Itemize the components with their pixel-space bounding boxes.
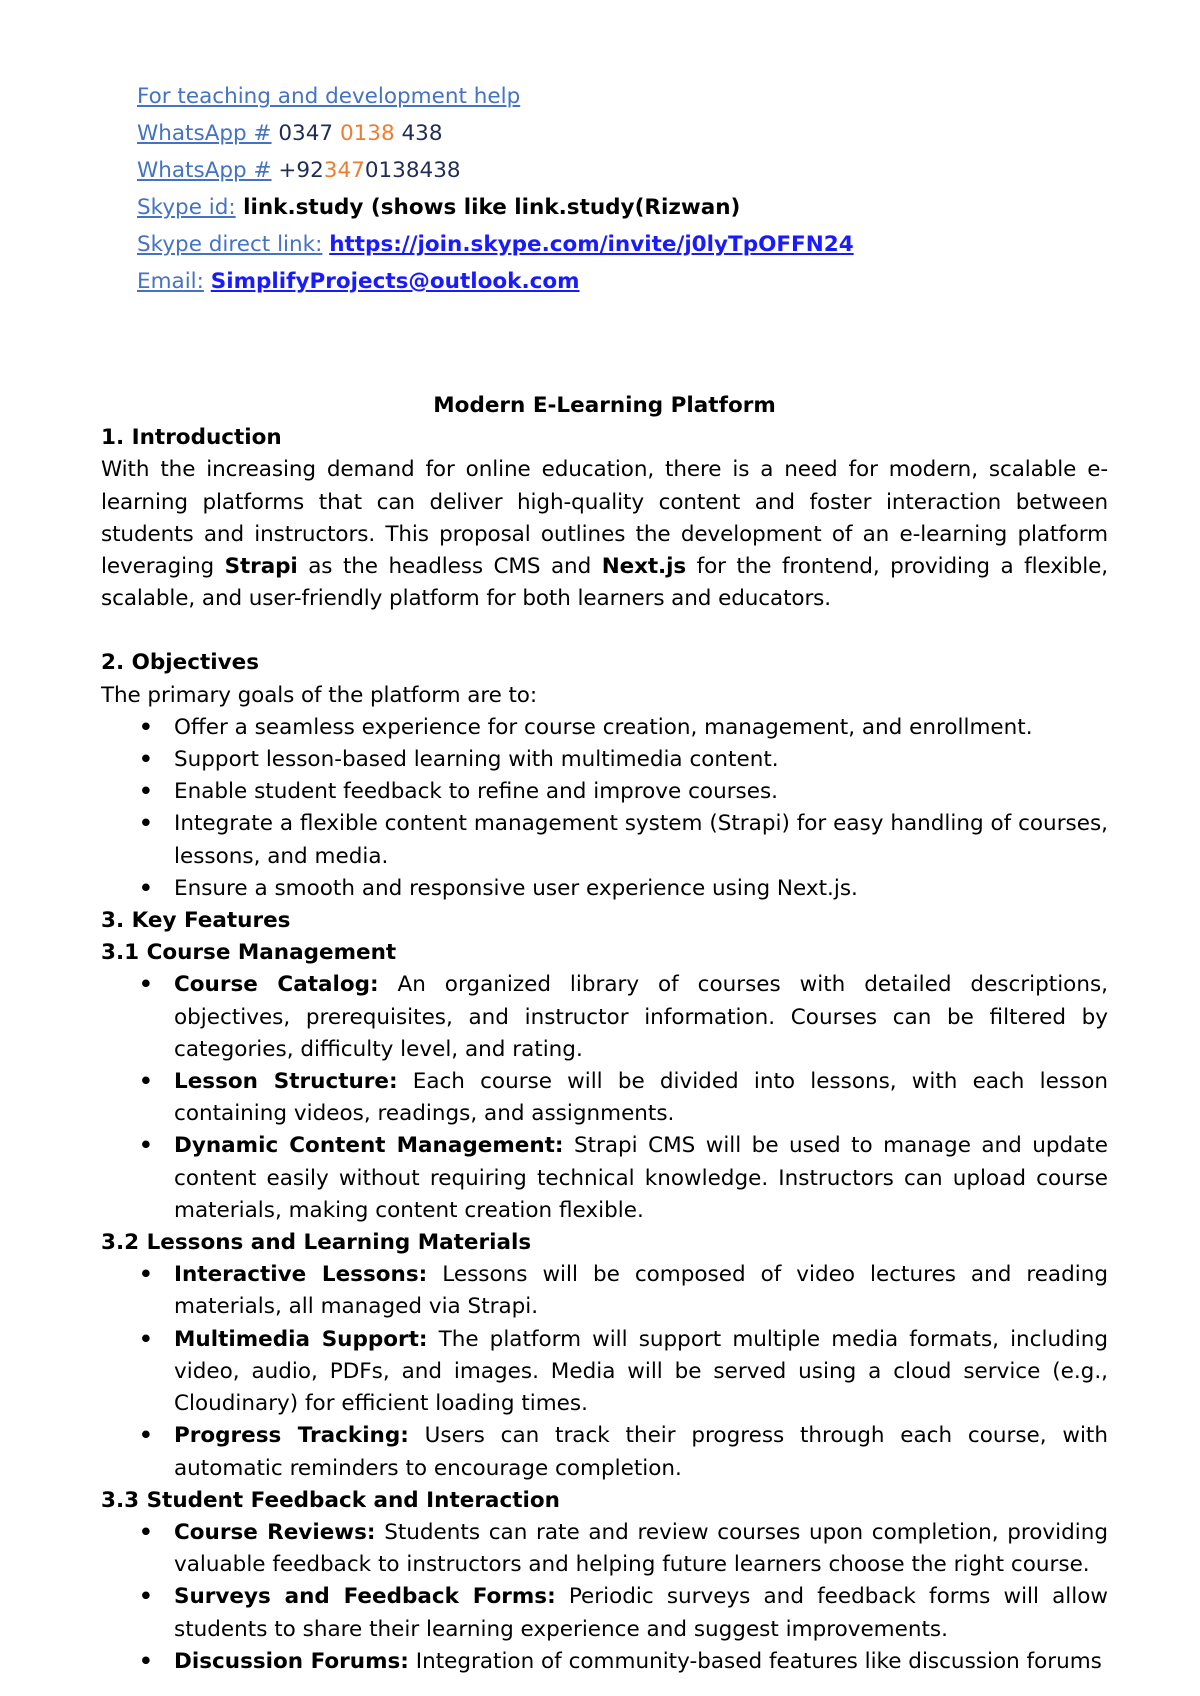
spacer [101,615,1108,647]
subsection-heading-course-management: 3.1 Course Management [101,940,397,966]
whatsapp-number-part: 0347 [271,121,340,146]
list-item [101,1066,1108,1130]
list-item-term: Discussion Forums: [174,1648,409,1674]
intro-nextjs: Next.js [601,554,687,580]
list-item-text: Students can rate and review courses upon completion, providing valuable feedback to instructors and helping future learners choose the right course. [174,1519,1108,1578]
list-item [101,808,1108,872]
bullet-icon: • [139,1326,153,1352]
list-item-term: Surveys and Feedback Forms: [174,1584,556,1610]
intro-text: for the frontend, providing a flexible, scalable, and user-friendly platform for both learners and educators. [101,554,1109,612]
list-item-text: Lessons will be composed of video lectures and reading materials, all managed via Strapi. [174,1262,1108,1320]
list-item-text: The platform will support multiple media formats, including video, audio, PDFs, and images. Media will be served using a cloud service (e.g., Cloudinary) for efficient loading times. [174,1326,1109,1417]
email-line [137,263,1117,300]
section-heading-objectives: 2. Objectives [101,650,260,676]
subsection-heading-feedback: 3.3 Student Feedback and Interaction [101,1487,560,1513]
list-item-text: Each course will be divided into lessons, with each lesson containing videos, readings, and assignments. [174,1069,1108,1127]
skype-link-line [137,226,1117,263]
list-item [101,1130,1108,1227]
whatsapp-number-highlight: 347 [323,158,365,183]
list-item-text: Ensure a smooth and responsive user experience using Next.js. [174,875,858,901]
bullet-icon: • [139,747,153,773]
list-item [101,744,1108,776]
email-link[interactable]: SimplifyProjects@outlook.com [210,269,580,294]
lessons-list [101,1259,1108,1484]
list-item-text: Offer a seamless experience for course creation, management, and enrollment. [174,714,1033,740]
course-management-list [101,969,1108,1227]
list-item [101,1259,1108,1323]
whatsapp-number-part: 438 [394,121,443,146]
list-item-text: Support lesson-based learning with multimedia content. [174,747,779,773]
whatsapp-line-1 [137,115,1117,152]
list-item-term: Dynamic Content Management: [174,1133,564,1159]
contact-block [137,78,1117,300]
whatsapp-label: WhatsApp # [137,158,272,183]
help-text: For teaching and development help [137,84,521,109]
skype-id-label: Skype id: [137,195,236,220]
bullet-icon: • [139,1069,153,1095]
section-heading-key-features: 3. Key Features [101,908,291,934]
bullet-icon: • [139,1262,153,1288]
document-body [101,390,1108,1678]
list-item-text: Enable student feedback to refine and improve courses. [174,779,778,805]
bullet-icon: • [139,1133,153,1159]
list-item [101,1420,1108,1484]
list-item-term: Lesson Structure: [174,1069,398,1095]
list-item [101,1517,1108,1581]
skype-direct-link[interactable]: https://join.skype.com/invite/j0lyTpOFFN24 [329,232,854,257]
list-item-text: An organized library of courses with detailed descriptions, objectives, prerequisites, and instructor information. Courses can be filtered by categories, difficulty level, and rating. [174,972,1108,1062]
bullet-icon: • [139,1519,153,1545]
list-item [101,873,1108,905]
whatsapp-number-highlight: 0138 [339,121,395,146]
list-item [101,969,1108,1066]
list-item-text: Periodic surveys and feedback forms will allow students to share their learning experience and suggest improvements. [174,1584,1108,1642]
list-item-text: Integrate a flexible content management system (Strapi) for easy handling of courses, lessons, and media. [174,811,1108,869]
bullet-icon: • [139,1648,153,1674]
list-item-term: Multimedia Support: [174,1326,428,1352]
list-item-term: Course Catalog: [174,972,379,998]
introduction-paragraph [101,454,1108,615]
intro-text: With the increasing demand for online education, there is a need for modern, scalable e-learning platforms that can deliver high-quality content and foster interaction between students and instructors. This proposal outlines the development of an e-learning platform leveraging [101,457,1108,580]
subsection-heading-lessons: 3.2 Lessons and Learning Materials [101,1230,532,1256]
bullet-icon: • [139,811,153,837]
bullet-icon: • [139,972,153,998]
skype-link-label: Skype direct link: [137,232,323,257]
list-item-text: Strapi CMS will be used to manage and update content easily without requiring technical knowledge. Instructors can upload course materials, making content creation flexible. [174,1133,1108,1223]
list-item [101,776,1108,808]
bullet-icon: • [139,714,153,740]
whatsapp-line-2 [137,152,1117,189]
skype-id-line [137,189,1117,226]
intro-text: as the headless CMS and [297,554,602,580]
email-label: Email: [137,269,204,294]
list-item-term: Course Reviews: [174,1519,376,1545]
objectives-list [101,712,1108,905]
feedback-list [101,1517,1108,1678]
list-item [101,1324,1108,1421]
list-item [101,1581,1108,1645]
bullet-icon: • [139,1423,153,1449]
whatsapp-number-part: 0138438 [364,158,461,183]
list-item-term: Interactive Lessons: [174,1262,428,1288]
bullet-icon: • [139,779,153,805]
whatsapp-label: WhatsApp # [137,121,272,146]
document-title: Modern E-Learning Platform [433,393,776,418]
bullet-icon: • [139,875,153,901]
skype-id-value: link.study (shows like link.study(Rizwan) [235,195,741,220]
list-item-text: Users can track their progress through each course, with automatic reminders to encourage completion. [174,1423,1108,1481]
list-item-term: Progress Tracking: [174,1423,409,1449]
list-item-text: Integration of community-based features like discussion forums [408,1648,1102,1674]
whatsapp-number-part: +92 [271,158,324,183]
list-item [101,712,1108,744]
intro-strapi: Strapi [224,554,298,580]
section-heading-introduction: 1. Introduction [101,425,282,451]
bullet-icon: • [139,1584,153,1610]
list-item [101,1646,1108,1678]
objectives-lead: The primary goals of the platform are to: [101,682,537,708]
